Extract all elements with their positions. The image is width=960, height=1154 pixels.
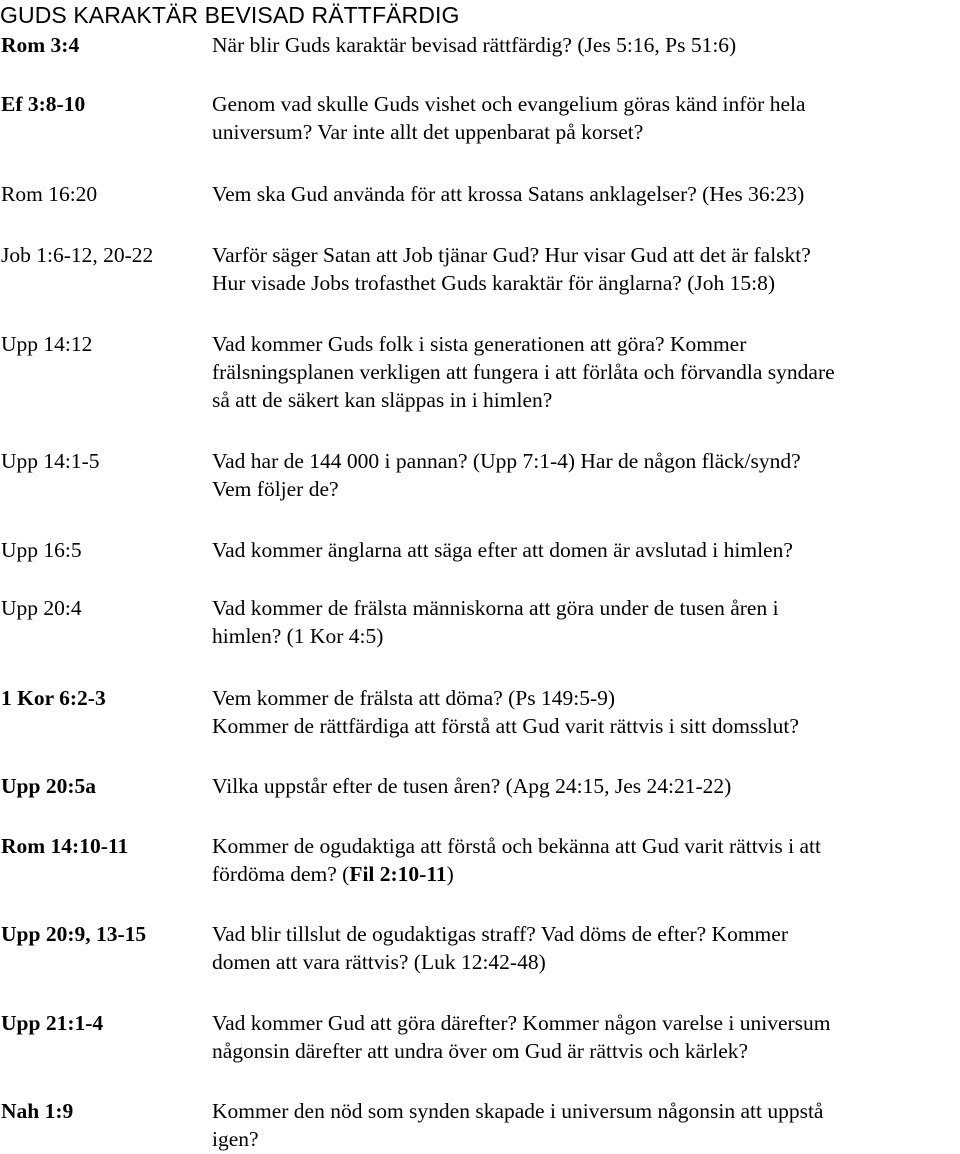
verse-reference: Job 1:6-12, 20-22 — [1, 243, 154, 267]
question-line: Vem kommer de frälsta att döma? (Ps 149:5-9) — [212, 686, 616, 710]
question-line: Hur visade Jobs trofasthet Guds karaktär för änglarna? (Joh 15:8) — [212, 271, 776, 295]
study-question — [212, 1009, 958, 1065]
question-line: Vad kommer de frälsta människorna att göra under de tusen åren i — [212, 596, 779, 620]
question-line — [212, 860, 958, 888]
verse-reference: Upp 14:12 — [1, 332, 93, 356]
question-text: fördöma dem? ( — [212, 862, 350, 886]
question-line: så att de säkert kan släppas in i himlen? — [212, 388, 553, 412]
question-line: Vad kommer änglarna att säga efter att domen är avslutad i himlen? — [212, 538, 793, 562]
page-title: GUDS KARAKTÄR BEVISAD RÄTTFÄRDIG — [0, 2, 460, 28]
verse-reference: Ef 3:8-10 — [1, 92, 86, 116]
verse-reference: Nah 1:9 — [1, 1099, 74, 1123]
question-line: Varför säger Satan att Job tjänar Gud? Hur visar Gud att det är falskt? — [212, 243, 811, 267]
question-line: domen att vara rättvis? (Luk 12:42-48) — [212, 950, 546, 974]
verse-reference: Upp 21:1-4 — [1, 1011, 104, 1035]
study-question — [212, 536, 958, 564]
study-question — [212, 832, 958, 888]
verse-reference: Upp 20:4 — [1, 596, 82, 620]
question-line: Vad blir tillslut de ogudaktigas straff? Vad döms de efter? Kommer — [212, 922, 788, 946]
study-question — [212, 1097, 958, 1153]
verse-reference: 1 Kor 6:2-3 — [1, 686, 106, 710]
verse-reference: Rom 3:4 — [1, 33, 80, 57]
question-line: frälsningsplanen verkligen att fungera i att förlåta och förvandla syndare — [212, 360, 835, 384]
question-line: Vad kommer Guds folk i sista generationen att göra? Kommer — [212, 332, 747, 356]
study-question — [212, 241, 958, 297]
cross-reference-bold: Fil 2:10-11 — [349, 862, 447, 886]
study-question — [212, 90, 958, 146]
study-question — [212, 31, 958, 59]
question-text: ) — [446, 862, 454, 886]
question-line: himlen? (1 Kor 4:5) — [212, 624, 384, 648]
question-line: Vad har de 144 000 i pannan? (Upp 7:1-4) Har de någon fläck/synd? — [212, 449, 801, 473]
study-question — [212, 447, 958, 503]
verse-reference: Upp 20:9, 13-15 — [1, 922, 147, 946]
study-question — [212, 684, 958, 740]
question-line: Vilka uppstår efter de tusen åren? (Apg 24:15, Jes 24:21-22) — [212, 774, 732, 798]
verse-reference: Rom 14:10-11 — [1, 834, 129, 858]
question-line: Vem följer de? — [212, 477, 339, 501]
study-question — [212, 330, 958, 414]
study-question — [212, 594, 958, 650]
question-line: Genom vad skulle Guds vishet och evangelium göras känd inför hela — [212, 92, 806, 116]
study-question — [212, 772, 958, 800]
verse-reference: Upp 16:5 — [1, 538, 82, 562]
question-line: någonsin därefter att undra över om Gud är rättvis och kärlek? — [212, 1039, 749, 1063]
study-question — [212, 920, 958, 976]
question-line: Vem ska Gud använda för att krossa Satans anklagelser? (Hes 36:23) — [212, 182, 805, 206]
question-line: Kommer de rättfärdiga att förstå att Gud varit rättvis i sitt domsslut? — [212, 714, 799, 738]
study-question — [212, 180, 958, 208]
verse-reference: Upp 14:1-5 — [1, 449, 100, 473]
question-line: Vad kommer Gud att göra därefter? Kommer någon varelse i universum — [212, 1011, 831, 1035]
question-line: Kommer de ogudaktiga att förstå och bekänna att Gud varit rättvis i att — [212, 834, 821, 858]
verse-reference: Upp 20:5a — [1, 774, 96, 798]
question-line: igen? — [212, 1127, 259, 1151]
question-line: När blir Guds karaktär bevisad rättfärdig? (Jes 5:16, Ps 51:6) — [212, 33, 737, 57]
question-line: Kommer den nöd som synden skapade i universum någonsin att uppstå — [212, 1099, 824, 1123]
verse-reference: Rom 16:20 — [1, 182, 98, 206]
question-line: universum? Var inte allt det uppenbarat på korset? — [212, 120, 644, 144]
